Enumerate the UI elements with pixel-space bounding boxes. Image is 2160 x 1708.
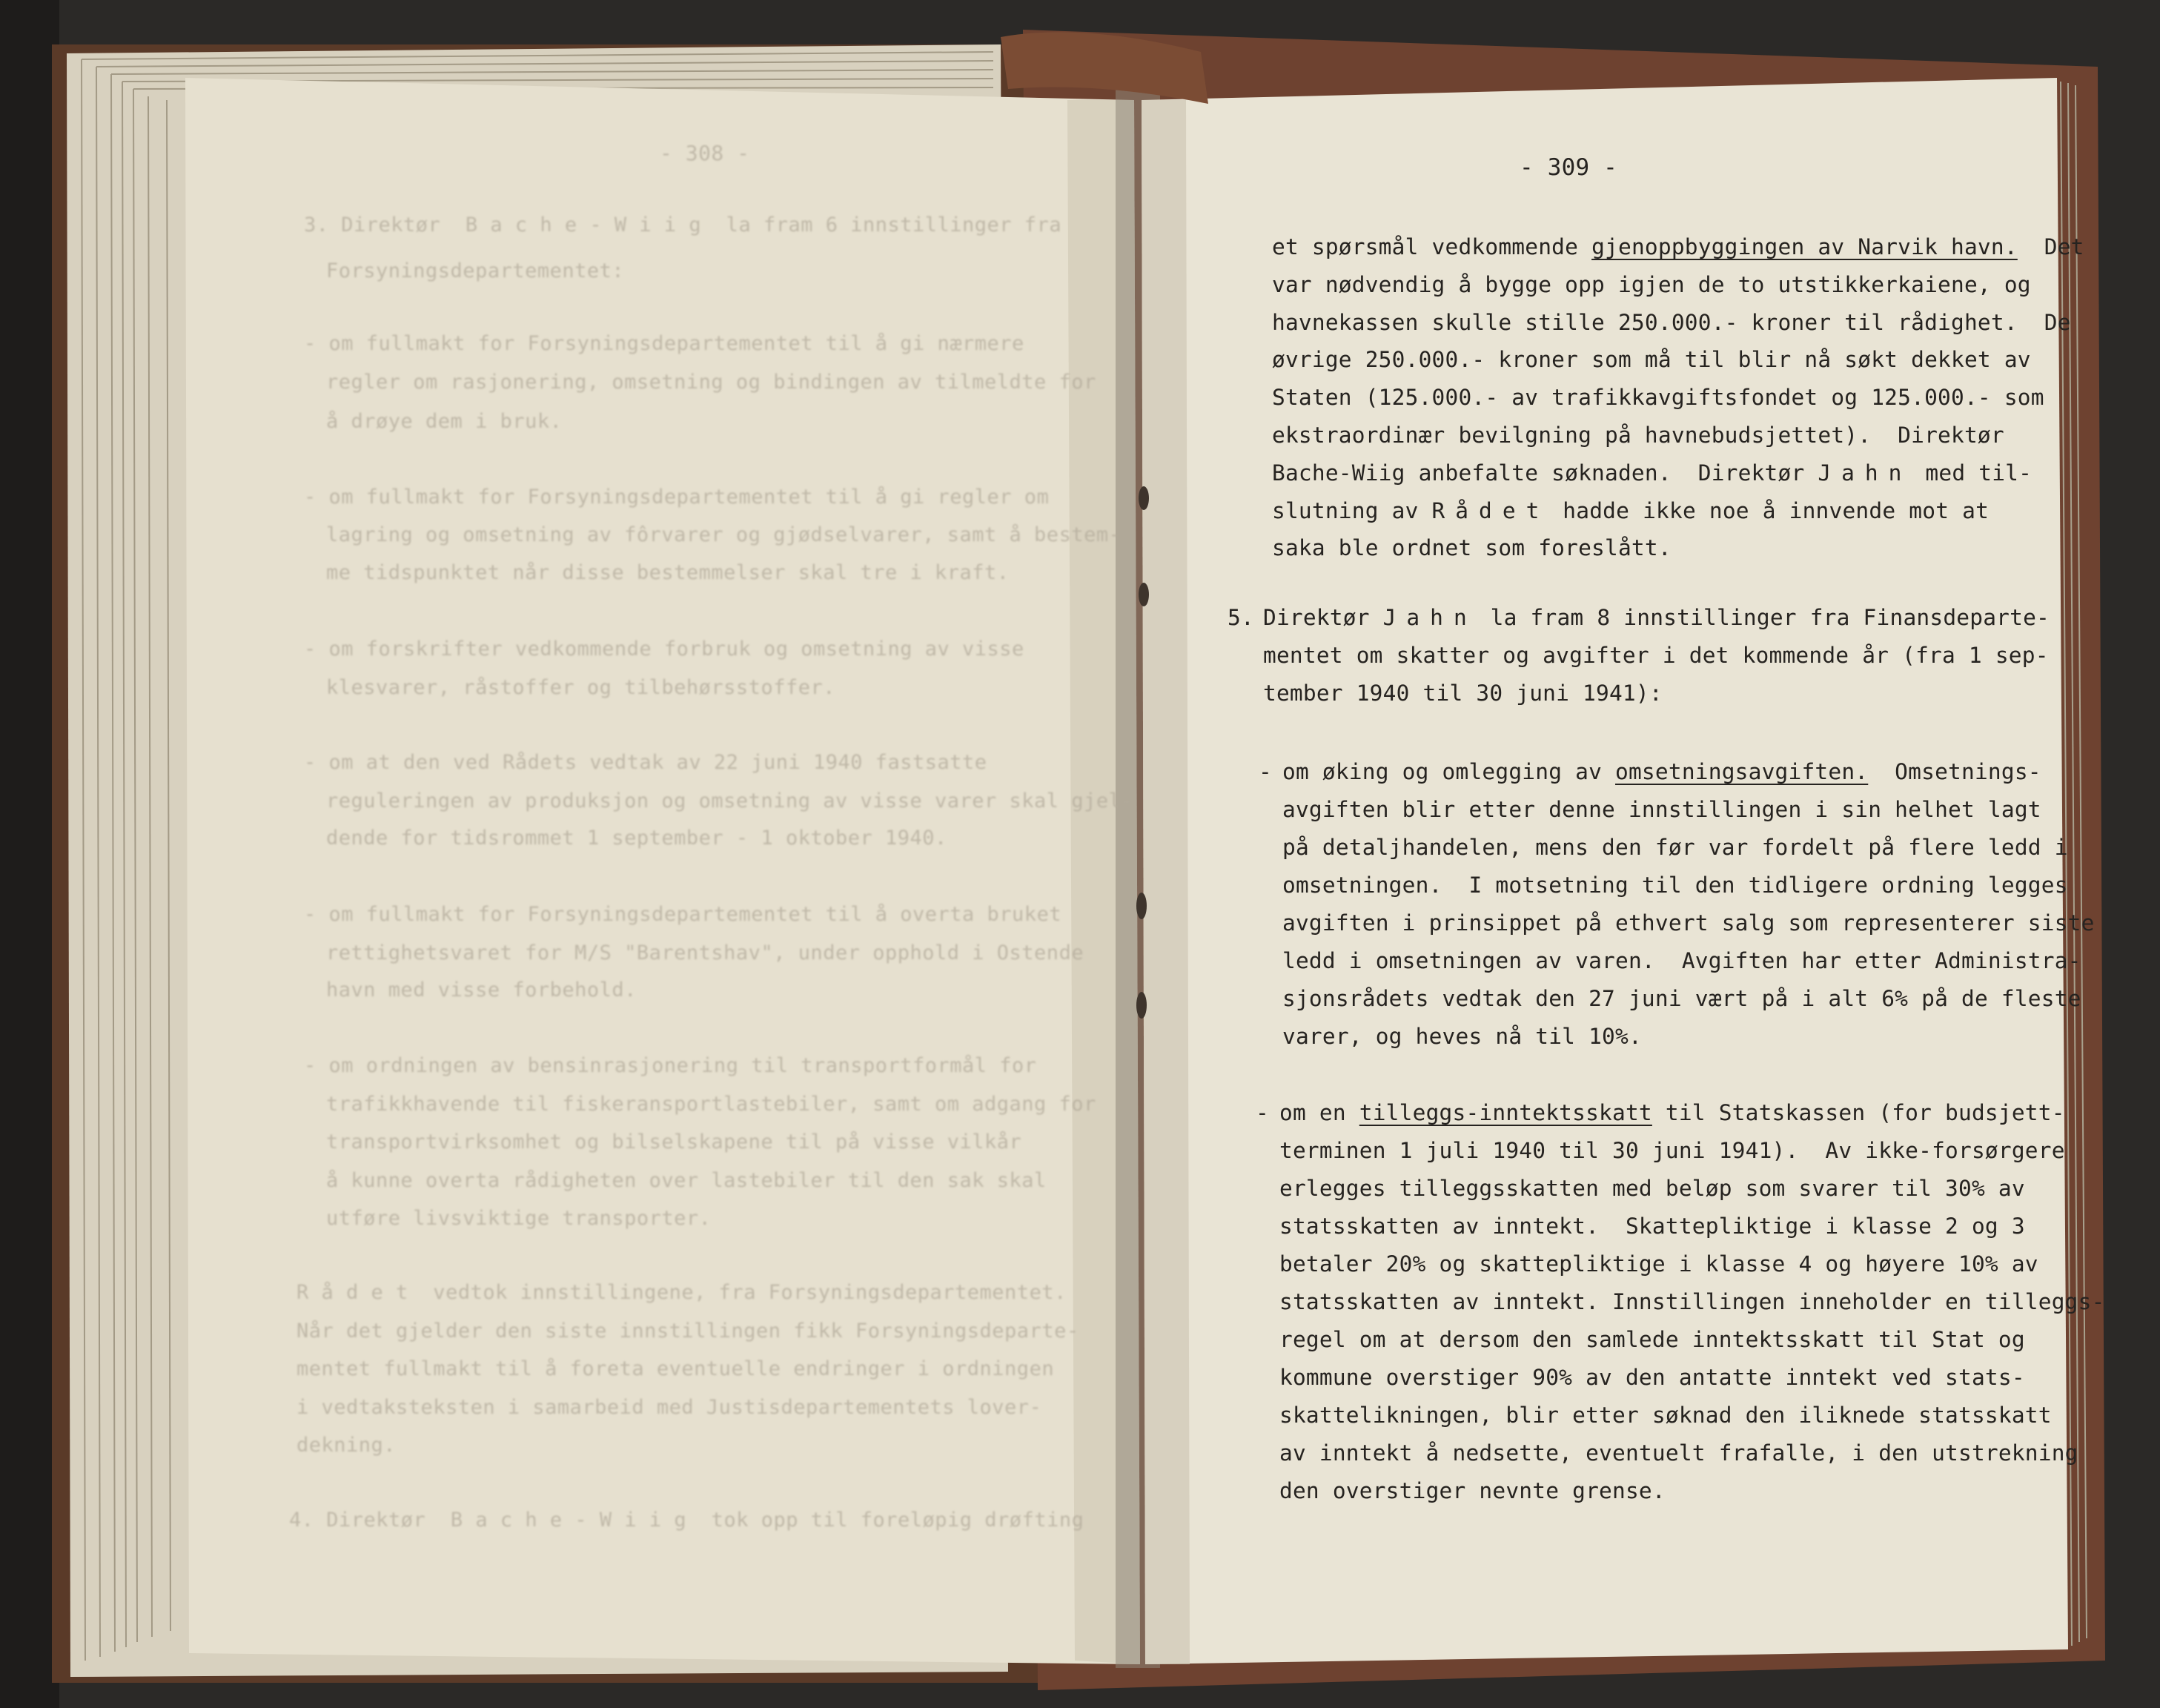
text-line	[1282, 1024, 1642, 1049]
text-run: den overstiger nevnte grense.	[1279, 1478, 1666, 1503]
text-line	[1282, 873, 2068, 898]
text-line	[1279, 1478, 1666, 1503]
left-line: reguleringen av produksjon og omsetning av visse varer skal gjel-	[326, 790, 1134, 812]
left-line: Forsyningsdepartementet:	[326, 259, 625, 282]
text-run: statsskatten av inntekt. Innstillingen inneholder en tilleggs-	[1279, 1289, 2105, 1314]
text-run: hadde ikke noe å innvende mot at	[1549, 497, 1990, 523]
text-run: øvrige 250.000.- kroner som må til blir nå søkt dekket av	[1272, 347, 2031, 373]
text-run: Staten (125.000.- av trafikkavgiftsfondet og 125.000.- som	[1272, 385, 2044, 411]
text-line	[1279, 1327, 2025, 1352]
left-line: 3. Direktør B a c h e - W i i g la fram 6 innstillinger fra	[304, 214, 1062, 236]
text-run: Direktør	[1263, 605, 1383, 630]
left-line: R å d e t vedtok innstillingene, fra Forsyningsdepartementet.	[296, 1281, 1067, 1304]
text-line	[1279, 1365, 2025, 1390]
text-run: omsetningen. I motsetning til den tidligere ordning legges	[1282, 873, 2068, 898]
left-line: havn med visse forbehold.	[326, 979, 637, 1002]
text-run: et spørsmål vedkommende	[1272, 234, 1592, 259]
text-run: tember 1940 til 30 juni 1941):	[1263, 680, 1663, 706]
text-line	[1263, 643, 2049, 668]
text-line	[1272, 234, 2084, 259]
text-run: mentet om skatter og avgifter i det kommende år (fra 1 sep-	[1263, 642, 2049, 668]
left-line: Når det gjelder den siste innstillingen fikk Forsyningsdeparte-	[296, 1320, 1079, 1343]
left-line: me tidspunktet når disse bestemmelser skal tre i kraft.	[326, 561, 1010, 584]
left-page-number: - 308 -	[660, 141, 750, 165]
text-run: varer, og heves nå til 10%.	[1282, 1024, 1642, 1049]
left-line: utføre livsviktige transporter.	[326, 1207, 712, 1230]
text-run: avgiften i prinsippet på ethvert salg som representerer siste	[1282, 910, 2095, 936]
bullet-2-dash: -	[1256, 1100, 1269, 1125]
text-line	[1272, 347, 2031, 372]
text-line	[1272, 460, 2032, 486]
underlined-text: gjenoppbyggingen av Narvik havn.	[1591, 234, 2018, 259]
text-run: betaler 20% og skattepliktige i klasse 4 og høyere 10% av	[1279, 1251, 2038, 1277]
text-line	[1282, 835, 2068, 860]
text-line	[1282, 759, 2041, 784]
underlined-text: omsetningsavgiften.	[1615, 759, 1869, 784]
text-run: la fram 8 innstillinger fra Finansdeparte-	[1477, 605, 2050, 630]
left-line: dekning.	[296, 1434, 397, 1457]
text-line	[1272, 498, 1989, 523]
left-line: - om ordningen av bensinrasjonering til transportformål for	[304, 1054, 1037, 1077]
text-run: på detaljhandelen, mens den før var fordelt på flere ledd i	[1282, 835, 2068, 860]
text-run: om en	[1279, 1100, 1359, 1125]
spaced-name: Jahn	[1382, 605, 1477, 630]
text-line	[1279, 1251, 2038, 1277]
spaced-name: Rådet	[1431, 497, 1550, 523]
left-line: å drøye dem i bruk.	[326, 410, 563, 433]
text-run: regel om at dersom den samlede inntektsskatt til Stat og	[1279, 1327, 2025, 1352]
bullet-1-dash: -	[1259, 759, 1272, 784]
text-run: ledd i omsetningen av varen. Avgiften har etter Administra-	[1282, 948, 2081, 973]
text-run: Omsetnings-	[1868, 759, 2041, 784]
text-line	[1279, 1176, 2025, 1201]
text-line	[1279, 1403, 2052, 1428]
text-run: om øking og omlegging av	[1282, 759, 1616, 784]
text-line	[1279, 1100, 2065, 1125]
left-line: å kunne overta rådigheten over lastebiler til den sak skal	[326, 1169, 1047, 1192]
left-line: rettighetsvaret for M/S "Barentshav", under opphold i Ostende	[326, 941, 1084, 964]
left-line: transportvirksomhet og bilselskapene til på visse vilkår	[326, 1131, 1022, 1153]
item-5-number: 5.	[1228, 605, 1254, 630]
text-run: avgiften blir etter denne innstillingen i sin helhet lagt	[1282, 797, 2041, 822]
text-line	[1279, 1138, 2065, 1163]
text-line	[1272, 385, 2044, 410]
text-run: skattelikningen, blir etter søknad den iliknede statsskatt	[1279, 1403, 2052, 1428]
left-line: dende for tidsrommet 1 september - 1 oktober 1940.	[326, 827, 947, 850]
left-line: i vedtaksteksten i samarbeid med Justisdepartementets lover-	[296, 1396, 1042, 1419]
text-line	[1279, 1289, 2105, 1314]
text-run: med til-	[1912, 460, 2033, 486]
left-line: lagring og omsetning av fôrvarer og gjødselvarer, samt å bestem-	[326, 523, 1122, 546]
text-run: Det	[2017, 234, 2084, 259]
text-run: ekstraordinær bevilgning på havnebudsjettet). Direktør	[1272, 423, 2004, 448]
text-run: terminen 1 juli 1940 til 30 juni 1941). Av ikke-forsørgere	[1279, 1138, 2065, 1163]
text-line	[1272, 535, 1672, 560]
left-line: mentet fullmakt til å foreta eventuelle endringer i ordningen	[296, 1357, 1055, 1380]
text-line	[1272, 272, 2031, 297]
text-run: slutning av	[1272, 497, 1432, 523]
spaced-name: Jahn	[1818, 460, 1912, 486]
text-line	[1272, 423, 2004, 448]
text-line	[1279, 1214, 2025, 1239]
left-line: - om at den ved Rådets vedtak av 22 juni 1940 fastsatte	[304, 751, 987, 774]
text-line	[1263, 605, 2050, 630]
left-line: regler om rasjonering, omsetning og bindingen av tilmeldte for	[326, 371, 1096, 394]
text-line	[1282, 986, 2081, 1011]
text-run: var nødvendig å bygge opp igjen de to utstikkerkaiene, og	[1272, 271, 2031, 297]
text-run: Bache-Wiig anbefalte søknaden. Direktør	[1272, 460, 1818, 486]
right-page-number: - 309 -	[1520, 154, 1618, 181]
left-line: 4. Direktør B a c h e - W i i g tok opp til foreløpig drøfting	[289, 1509, 1084, 1532]
text-run: saka ble ordnet som foreslått.	[1272, 535, 1672, 561]
left-line: - om fullmakt for Forsyningsdepartementet til å overta bruket	[304, 903, 1062, 926]
text-run: til Statskassen (for budsjett-	[1652, 1100, 2065, 1125]
text-run: erlegges tilleggsskatten med beløp som svarer til 30% av	[1279, 1176, 2025, 1201]
text-run: sjonsrådets vedtak den 27 juni vært på i alt 6% på de fleste	[1282, 986, 2081, 1011]
left-line: - om fullmakt for Forsyningsdepartementet til å gi regler om	[304, 486, 1050, 509]
text-line	[1279, 1440, 2078, 1466]
left-line: klesvarer, råstoffer og tilbehørsstoffer.	[326, 676, 835, 699]
text-run: av inntekt å nedsette, eventuelt frafalle, i den utstrekning	[1279, 1440, 2078, 1466]
text-run: kommune overstiger 90% av den antatte inntekt ved stats-	[1279, 1365, 2025, 1390]
left-line: trafikkhavende til fiskeransportlastebiler, samt om adgang for	[326, 1093, 1096, 1116]
text-line	[1272, 310, 2071, 335]
text-line	[1282, 797, 2041, 822]
text-line	[1282, 910, 2095, 936]
text-run: havnekassen skulle stille 250.000.- kroner til rådighet. De	[1272, 309, 2071, 335]
underlined-text: tilleggs-inntektsskatt	[1359, 1100, 1652, 1125]
text-line	[1263, 681, 1663, 706]
text-run: statsskatten av inntekt. Skattepliktige i klasse 2 og 3	[1279, 1214, 2025, 1239]
left-line: - om forskrifter vedkommende forbruk og omsetning av visse	[304, 638, 1024, 661]
text-line	[1282, 948, 2081, 973]
left-line: - om fullmakt for Forsyningsdepartementet til å gi nærmere	[304, 332, 1024, 355]
